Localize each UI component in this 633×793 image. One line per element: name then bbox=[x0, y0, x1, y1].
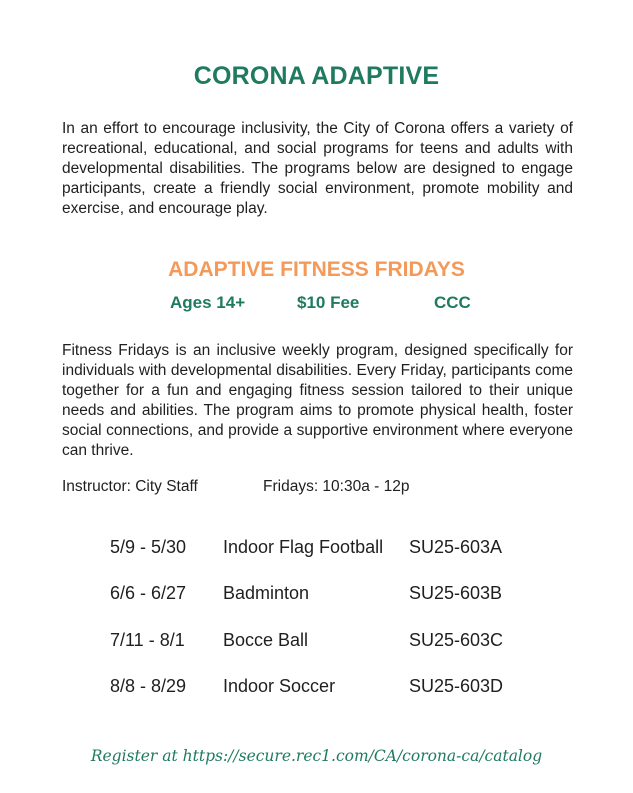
session-dates: 8/8 - 8/29 bbox=[110, 676, 187, 696]
session-name: Indoor Flag Football bbox=[223, 537, 384, 557]
page-title: CORONA ADAPTIVE bbox=[193, 62, 440, 90]
session-row bbox=[0, 676, 633, 700]
session-row bbox=[0, 537, 633, 561]
session-row bbox=[0, 630, 633, 654]
program-instructor: Instructor: City Staff bbox=[62, 478, 198, 495]
program-fee: $10 Fee bbox=[297, 293, 360, 312]
program-location: CCC bbox=[434, 293, 471, 312]
session-name: Badminton bbox=[223, 583, 310, 603]
session-name: Indoor Soccer bbox=[223, 676, 336, 696]
session-name: Bocce Ball bbox=[223, 630, 309, 650]
intro-paragraph: In an effort to encourage inclusivity, the City of Corona offers a variety of recreational, educational, and social programs for teens and adults with developmental disabilities. The programs below are designed to engage participants, create a friendly social environment, promote mobility and exercise, and encourage play. bbox=[62, 120, 573, 217]
program-ages: Ages 14+ bbox=[170, 293, 246, 312]
program-schedule: Fridays: 10:30a - 12p bbox=[263, 478, 410, 495]
program-description: Fitness Fridays is an inclusive weekly program, designed specifically for individuals with developmental disabilities. Every Friday, participants come together for a fun and engaging fitness session tailored to their unique needs and abilities. The program aims to promote physical health, foster social connections, and provide a supportive environment where everyone can thrive. bbox=[62, 342, 573, 459]
register-link-text[interactable]: Register at https://secure.rec1.com/CA/corona-ca/catalog bbox=[90, 747, 543, 765]
session-dates: 5/9 - 5/30 bbox=[110, 537, 187, 557]
session-row bbox=[0, 583, 633, 607]
session-code: SU25-603D bbox=[409, 676, 504, 696]
session-dates: 6/6 - 6/27 bbox=[110, 583, 187, 603]
session-code: SU25-603A bbox=[409, 537, 503, 557]
session-code: SU25-603C bbox=[409, 630, 504, 650]
program-title: ADAPTIVE FITNESS FRIDAYS bbox=[168, 258, 465, 281]
session-dates: 7/11 - 8/1 bbox=[110, 630, 185, 650]
session-code: SU25-603B bbox=[409, 583, 503, 603]
